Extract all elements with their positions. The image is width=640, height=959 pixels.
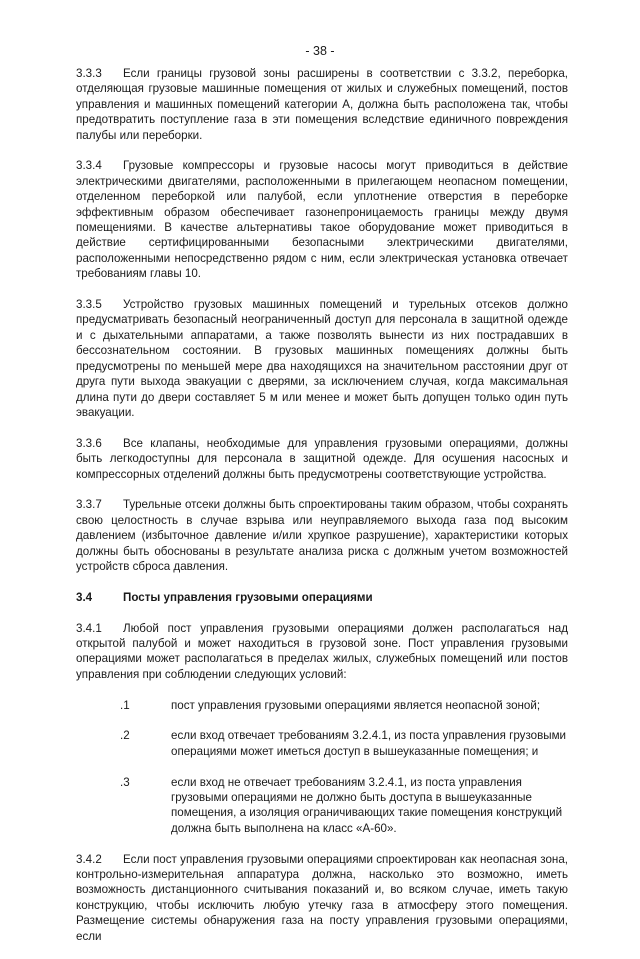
paragraph-3-3-7 — [76, 497, 568, 574]
paragraph-number: 3.3.4 — [76, 159, 102, 173]
paragraph-number: 3.3.3 — [76, 67, 102, 80]
page-number: - 38 - — [305, 44, 335, 58]
paragraph-text: Устройство грузовых машинных помещений и турельных отсеков должно предусматривать безопасный неограниченный доступ для персонала в защитной одежде и с дыхательными аппаратами, а также позволять вынести из них пострадавших в бессознательном состоянии. В грузовых машинных помещениях должны быть предусмотрены по меньшей мере два находящихся на значительном расстоянии друг от друга пути выхода эвакуации с дверями, за исключением случая, когда максимальная длина пути до двери составляет 5 м или менее и может быть допущен только один путь эвакуации. — [76, 298, 568, 419]
paragraph-3-3-6 — [76, 436, 568, 482]
paragraph-text: Любой пост управления грузовыми операциями должен располагаться над открытой палубой и может находиться в грузовой зоне. Пост управления грузовыми операциями может располагаться в пределах жилых, служебных помещений или постов управления при соблюдении следующих условий: — [76, 621, 568, 681]
list-item-1 — [76, 698, 568, 713]
paragraph-text: Все клапаны, необходимые для управления грузовыми операциями, должны быть легкодоступны для персонала в защитной одежде. Для осушения насосных и компрессорных отделений должны быть предусмотрены соответствующие устройства. — [76, 436, 568, 481]
list-item-text: если вход не отвечает требованиям 3.2.4.1, из поста управления грузовыми операциями не должно быть доступа в вышеуказанные помещения, а изоляция ограничивающих такие помещения конструкций должна быть выполнена на класс «А-60». — [171, 775, 563, 835]
paragraph-number: 3.3.7 — [76, 498, 102, 512]
paragraph-number: 3.4.1 — [76, 621, 102, 635]
section-number: 3.4 — [76, 590, 93, 604]
paragraph-number: 3.3.6 — [76, 436, 102, 450]
list-marker: .1 — [120, 698, 130, 712]
paragraph-3-3-3 — [76, 66, 568, 143]
paragraph-3-3-5 — [76, 297, 568, 420]
paragraph-number: 3.4.2 — [76, 852, 102, 866]
paragraph-3-4-2 — [76, 852, 568, 944]
paragraph-text: Грузовые компрессоры и грузовые насосы могут приводиться в действие электрическими двигателями, расположенными в прилегающем неопасном помещении, отделенном переборкой или палубой, если уплотнение отверстия в переборке эффективным образом обеспечивает газонепроницаемость границы между двумя помещениями. В качестве альтернативы такое оборудование может приводиться в действие сертифицированными безопасными электрическими двигателями, расположенными непосредственно рядом с ним, если электрическая установка отвечает требованиям главы 10. — [76, 159, 568, 281]
paragraph-3-4-1 — [76, 621, 568, 683]
paragraph-number: 3.3.5 — [76, 298, 102, 312]
document-body — [76, 66, 568, 959]
section-heading-3-4 — [76, 590, 568, 605]
list-marker: .3 — [120, 775, 130, 789]
list-item-2 — [76, 728, 568, 759]
paragraph-3-3-4 — [76, 158, 568, 281]
paragraph-text: Если границы грузовой зоны расширены в соответствии с 3.3.2, переборка, отделяющая грузовые машинные помещения от жилых и служебных помещений, постов управления и машинных помещений категории А, должна быть расположена так, чтобы предотвратить поступление газа в эти помещения вследствие единичного повреждения палубы или переборки. — [76, 67, 568, 142]
paragraph-text: Если пост управления грузовыми операциями спроектирован как неопасная зона, контрольно-измерительная аппаратура должна, насколько это возможно, иметь возможность дистанционного считывания показаний и, во всяком случае, иметь такую конструкцию, чтобы исключить любую утечку газа в атмосферу этого помещения. Размещение системы обнаружения газа на посту управления грузовыми операциями, если — [76, 852, 568, 943]
paragraph-text: Турельные отсеки должны быть спроектированы таким образом, чтобы сохранять свою целостность в случае взрыва или неуправляемого выхода газа под высоким давлением (избыточное давление и/или хрупкое разрушение), характеристики которых должны быть обоснованы в результате анализа риска с должным учетом возможностей устройств сброса давления. — [76, 498, 568, 573]
list-item-3 — [76, 775, 568, 837]
list-marker: .2 — [120, 729, 130, 743]
list-item-text: пост управления грузовыми операциями является неопасной зоной; — [171, 698, 541, 712]
section-title: Посты управления грузовыми операциями — [123, 590, 373, 604]
list-item-text: если вход отвечает требованиям 3.2.4.1, из поста управления грузовыми операциями может иметься доступ в вышеуказанные помещения; и — [171, 729, 567, 758]
